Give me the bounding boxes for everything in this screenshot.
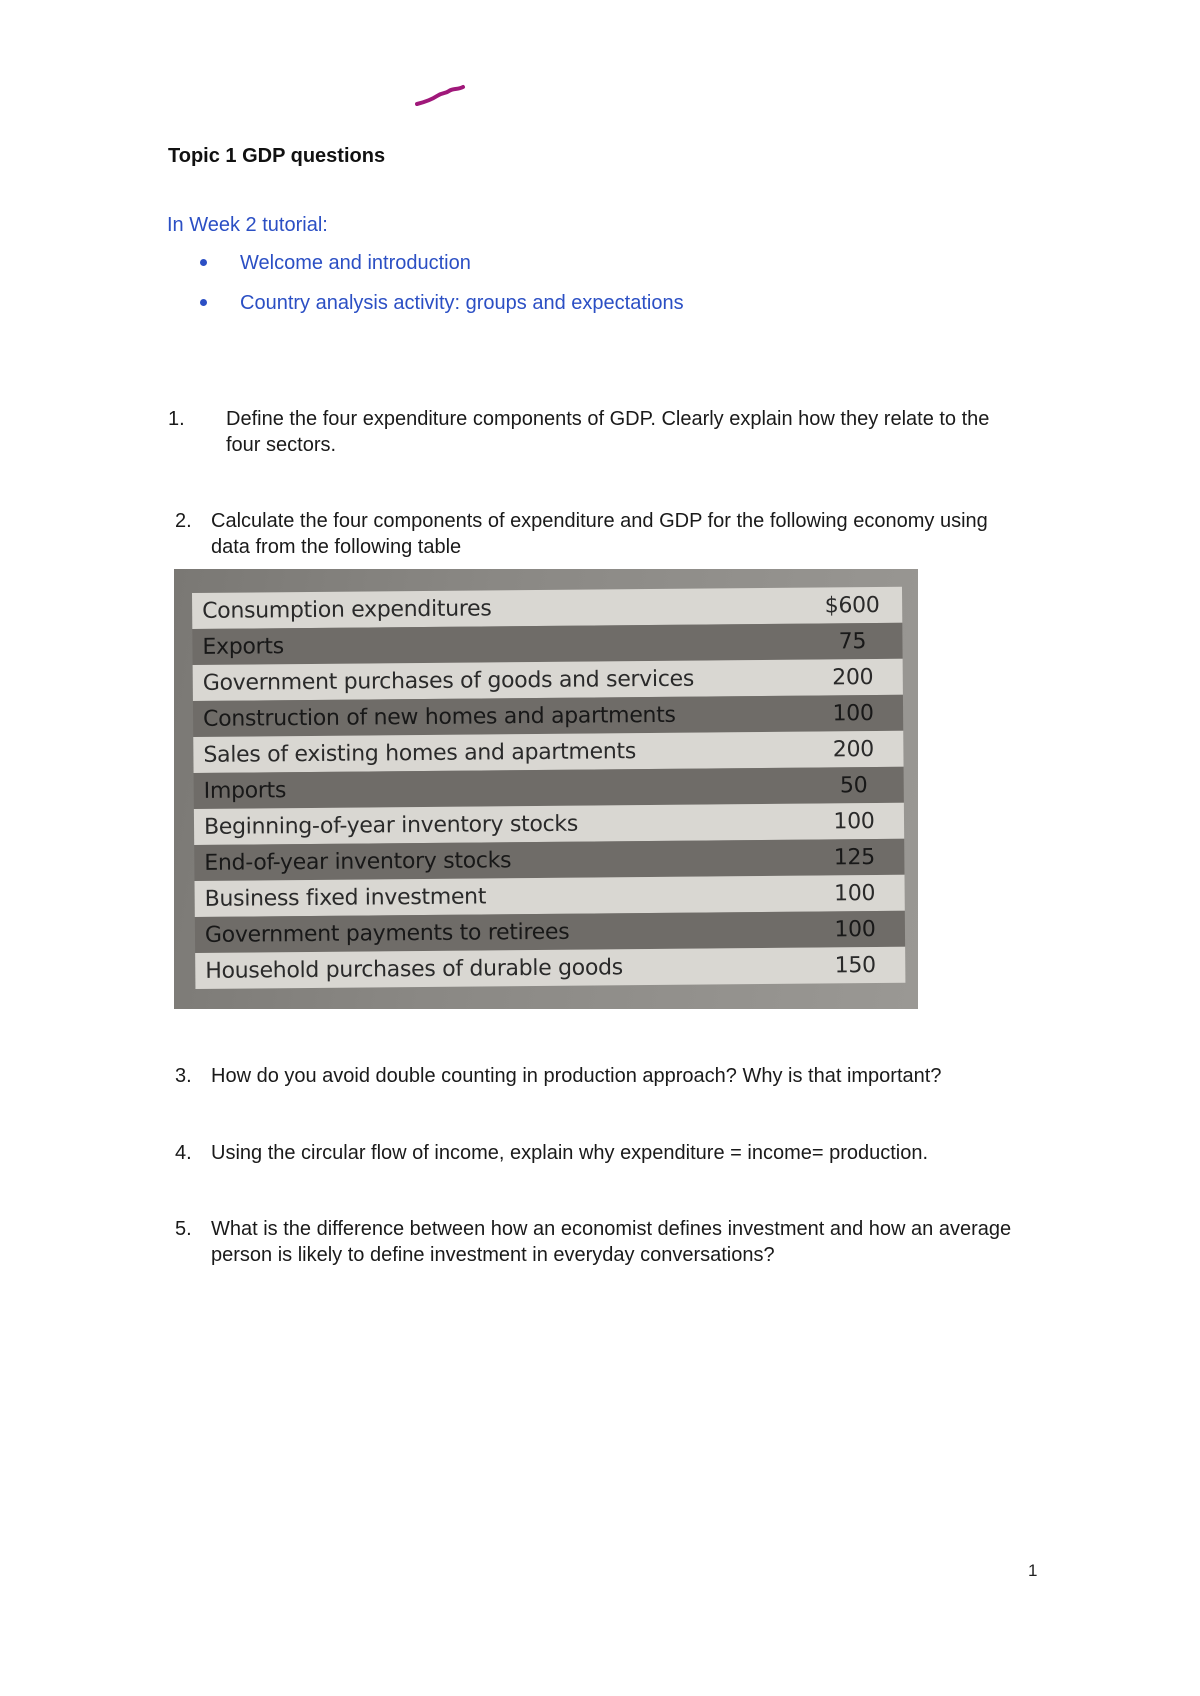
row-value: 100 <box>833 808 875 834</box>
row-value: 75 <box>838 628 867 654</box>
row-label: Government purchases of goods and services <box>202 666 695 696</box>
row-label: Business fixed investment <box>204 883 487 912</box>
question-number: 5. <box>175 1218 192 1240</box>
table-row <box>195 911 905 953</box>
row-label: Consumption expenditures <box>202 595 492 624</box>
tutorial-item-label: Welcome and introduction <box>240 252 471 274</box>
question-4 <box>175 1140 1055 1166</box>
table-row <box>193 695 903 737</box>
tutorial-item-welcome <box>200 252 471 275</box>
question-2 <box>175 508 1025 560</box>
question-1 <box>168 406 1028 458</box>
question-text: Calculate the four components of expenditure and GDP for the following economy using data from the following table <box>211 510 988 558</box>
row-label: Beginning-of-year inventory stocks <box>203 811 579 840</box>
table-row <box>192 587 902 629</box>
question-number: 2. <box>175 510 192 532</box>
question-text: Using the circular flow of income, explain why expenditure = income= production. <box>211 1142 929 1164</box>
row-value: 100 <box>833 880 876 906</box>
row-value: $600 <box>824 592 880 618</box>
question-text: Define the four expenditure components of GDP. Clearly explain how they relate to the four sectors. <box>226 408 990 456</box>
question-number: 1. <box>168 408 185 430</box>
table-row <box>195 875 905 917</box>
tutorial-item-label: Country analysis activity: groups and expectations <box>240 292 684 314</box>
bullet-icon <box>200 292 240 315</box>
page-number: 1 <box>1028 1561 1038 1580</box>
row-label: Household purchases of durable goods <box>205 954 624 984</box>
question-5 <box>175 1216 1025 1268</box>
table-row <box>192 623 902 665</box>
expenditure-table-photo <box>174 569 918 1009</box>
row-label: Exports <box>202 633 284 660</box>
bullet-icon <box>200 252 240 275</box>
row-label: Construction of new homes and apartments <box>202 702 676 732</box>
question-number: 3. <box>175 1065 192 1087</box>
tutorial-heading: In Week 2 tutorial: <box>167 214 328 236</box>
table-row <box>194 767 904 809</box>
row-value: 150 <box>834 952 876 978</box>
row-value: 200 <box>832 664 874 690</box>
table-row <box>193 731 903 773</box>
table-row <box>194 839 904 881</box>
row-value: 100 <box>834 916 876 942</box>
row-value: 50 <box>839 772 868 798</box>
question-text: What is the difference between how an economist defines investment and how an average person is likely to define investment in everyday conversations? <box>211 1218 1012 1266</box>
row-label: Sales of existing homes and apartments <box>203 738 637 768</box>
pen-mark <box>415 80 475 110</box>
question-text: How do you avoid double counting in production approach? Why is that important? <box>211 1065 942 1087</box>
row-value: 100 <box>832 700 874 726</box>
row-label: End-of-year inventory stocks <box>204 847 512 876</box>
row-value: 125 <box>833 844 875 870</box>
expenditure-table <box>192 587 905 989</box>
table-row <box>193 659 903 701</box>
document-title: Topic 1 GDP questions <box>168 145 386 167</box>
table-row <box>194 803 904 845</box>
row-value: 200 <box>832 736 875 762</box>
row-label: Government payments to retirees <box>204 919 570 948</box>
row-label: Imports <box>203 777 287 804</box>
question-3 <box>175 1063 1055 1089</box>
tutorial-item-country-analysis <box>200 292 684 315</box>
question-number: 4. <box>175 1142 192 1164</box>
table-row <box>195 947 905 989</box>
